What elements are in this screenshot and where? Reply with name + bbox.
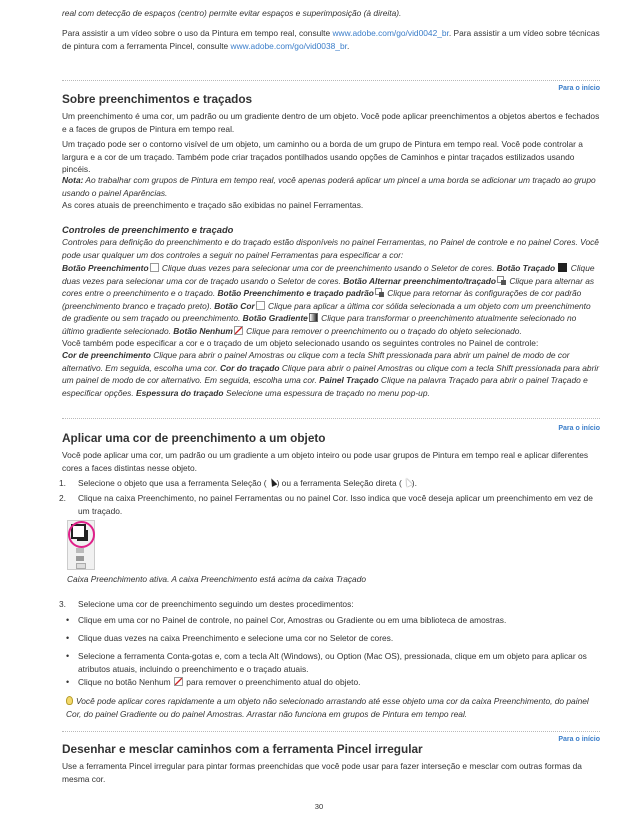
controls-list xyxy=(62,262,600,338)
stroke-button-label: Botão Traçado xyxy=(496,263,556,273)
video-paragraph xyxy=(62,27,600,52)
section-title-blob-brush: Desenhar e mesclar caminhos com a ferramenta Pincel irregular xyxy=(62,742,423,756)
subsection-title-controls: Controles de preenchimento e traçado xyxy=(62,224,234,235)
none-button-label: Botão Nenhum xyxy=(173,325,233,336)
note-label: Nota: xyxy=(62,175,84,185)
tip-text: Você pode aplicar cores rapidamente a um objeto não selecionado arrastando até esse objeto uma cor da caixa Preenchimento, do painel Cor, do painel Gradiente ou do painel Amostras. Arrastar não funciona em grupos de Pintura em tempo real. xyxy=(66,696,589,719)
section-divider xyxy=(62,731,600,732)
back-to-top-link[interactable]: Para o início xyxy=(558,85,600,92)
cp-fill-text: Clique para abrir o painel Amostras ou clique com a tecla Shift pressionada para abrir um painel de modo de cor alternativo. Em seguida, escolha uma cor. xyxy=(62,350,570,373)
step-1-text-b: ) ou a ferramenta Seleção direta ( xyxy=(276,478,402,488)
figure-caption: Caixa Preenchimento ativa. A caixa Preenchimento está acima da caixa Traçado xyxy=(67,574,367,584)
direct-selection-tool-icon xyxy=(403,478,411,487)
gradient-icon xyxy=(309,313,318,322)
back-to-top-link[interactable]: Para o início xyxy=(558,425,600,432)
color-button-label: Botão Cor xyxy=(214,300,255,311)
fill-stroke-panel-image xyxy=(67,520,95,570)
page-number: 30 xyxy=(314,802,324,811)
fill-button-label: Botão Preenchimento xyxy=(62,263,149,273)
step-1-text-a: Selecione o objeto que usa a ferramenta Seleção ( xyxy=(78,478,267,488)
color-icon xyxy=(256,301,265,310)
back-to-top-link[interactable]: Para o início xyxy=(558,736,600,743)
cp-weight-label: Espessura do traçado xyxy=(136,387,224,398)
cp-panel-text: Clique na palavra Traçado para abrir o painel Traçado e especificar opções. xyxy=(62,375,588,398)
cp-panel-label: Painel Traçado xyxy=(319,375,379,386)
step-number: 3. xyxy=(59,599,66,609)
paragraph: Um preenchimento é uma cor, um padrão ou um gradiente dentro de um objeto. Você pode aplicar preenchimentos a objetos abertos e fechados e a faces de grupos de Pintura em tempo real. xyxy=(62,111,600,134)
bullet-4-text-b: para remover o preenchimento atual do objeto. xyxy=(183,677,361,687)
section-divider xyxy=(62,418,600,419)
video-text-c: . xyxy=(346,40,350,51)
tip xyxy=(66,695,600,720)
section-title-fill-stroke: Sobre preenchimentos e traçados xyxy=(62,92,253,106)
swap-button-label: Botão Alternar preenchimento/traçado xyxy=(343,275,496,286)
gradient-button-text: Clique para transformar o preenchimento atualmente selecionado no último gradiente selecionado. xyxy=(62,313,577,336)
step-3: Selecione uma cor de preenchimento seguindo um destes procedimentos: xyxy=(78,599,354,609)
video-link-2[interactable]: www.adobe.com/go/vid0038_br xyxy=(230,40,347,51)
swap-button-text: Clique para alternar as cores entre o preenchimento e o traçado. xyxy=(62,275,595,299)
bullet: • xyxy=(66,633,70,643)
cp-stroke-text: Clique para abrir o painel Amostras ou clique com a tecla Shift pressionada para abrir um painel de modo de cor alternativo. Em seguida, escolha uma cor. xyxy=(62,362,600,386)
none-mode-icon xyxy=(76,563,86,569)
bullet-item: Clique em uma cor no Painel de controle, no painel Cor, Amostras ou Gradiente ou em uma biblioteca de amostras. xyxy=(78,615,507,625)
step-number: 1. xyxy=(59,478,66,488)
bullet-item: Clique duas vezes na caixa Preenchimento e selecione uma cor no Seletor de cores. xyxy=(78,633,394,643)
default-button-label: Botão Preenchimento e traçado padrão xyxy=(217,288,374,299)
controls-intro: Controles para definição do preenchimento e do traçado estão disponíveis no painel Ferramentas, no Painel de controle e no painel Cores. Você pode usar qualquer um dos controles a seguir no painel Ferramentas para especificar a cor: xyxy=(62,237,599,260)
step-2: Clique na caixa Preenchimento, no painel Ferramentas ou no painel Cor. Isso indica que você deseja aplicar um preenchimento em vez de um traçado. xyxy=(78,493,593,516)
step-1-text-c: ). xyxy=(411,478,417,488)
selection-tool-icon xyxy=(268,478,276,487)
swap-icon xyxy=(497,276,506,285)
step-number: 2. xyxy=(59,493,66,503)
lightbulb-icon xyxy=(66,696,73,705)
video-link-1[interactable]: www.adobe.com/go/vid0042_br xyxy=(332,28,449,38)
cp-stroke-label: Cor do traçado xyxy=(219,362,280,373)
bullet: • xyxy=(66,615,70,625)
none-button-text: Clique para remover o preenchimento ou o traçado do objeto selecionado. xyxy=(243,325,522,336)
bullet: • xyxy=(66,651,70,661)
none-icon xyxy=(174,677,183,686)
control-panel-list xyxy=(62,349,600,399)
note-text: Ao trabalhar com grupos de Pintura em tempo real, você apenas poderá aplicar um pincel a uma borda se adicionar um traçado ao grupo usando o painel Aparências. xyxy=(62,175,596,198)
section-divider xyxy=(62,80,600,81)
gradient-mode-icon xyxy=(76,556,84,561)
paragraph: Use a ferramenta Pincel irregular para pintar formas preenchidas que você pode usar para fazer interseção e mesclar com outras formas da mesma cor. xyxy=(62,761,582,784)
paragraph: Você pode aplicar uma cor, um padrão ou um gradiente a um objeto inteiro ou pode usar grupos de Pintura em tempo real e aplicar diferentes cores a faces distintas nesse objeto. xyxy=(62,450,589,473)
video-text-b: . Para assistir a um vídeo sobre técnicas de pintura com a ferramenta Pincel, consulte xyxy=(62,28,600,51)
stroke-box-icon xyxy=(558,263,567,272)
default-colors-icon xyxy=(375,288,384,297)
bullet-item xyxy=(78,676,598,689)
color-button-text: Clique para aplicar a última cor sólida selecionada a um objeto com um preenchimento de gradiente ou sem traçado ou preenchimento. xyxy=(62,300,591,324)
note xyxy=(62,174,600,199)
paragraph: Você também pode especificar a cor e o traçado de um objeto selecionado usando os seguintes controles no Painel de controle: xyxy=(62,338,539,348)
cp-weight-text: Selecione uma espessura de traçado no menu pop-up. xyxy=(223,387,430,398)
none-icon xyxy=(234,326,243,335)
fill-button-text: Clique duas vezes para selecionar uma cor de preenchimento usando o Seletor de cores. xyxy=(159,263,497,273)
video-text-a: Para assistir a um vídeo sobre o uso da Pintura em tempo real, consulte xyxy=(62,28,333,38)
section-title-apply-fill: Aplicar uma cor de preenchimento a um objeto xyxy=(62,431,326,445)
cp-fill-label: Cor de preenchimento xyxy=(62,350,151,360)
paragraph: As cores atuais de preenchimento e traçado são exibidas no painel Ferramentas. xyxy=(62,200,364,210)
stroke-button-text: Clique duas vezes para selecionar uma cor de traçado usando o Seletor de cores. xyxy=(62,263,595,286)
highlight-ring xyxy=(68,521,95,548)
default-button-text: Clique para retornar às configurações de cor padrão (preenchimento branco e traçado preto). xyxy=(62,288,582,311)
bullet: • xyxy=(66,677,70,687)
gradient-button-label: Botão Gradiente xyxy=(242,313,308,324)
bullet-4-text-a: Clique no botão Nenhum xyxy=(78,677,173,687)
bullet-item: Selecione a ferramenta Conta-gotas e, com a tecla Alt (Windows), ou Option (Mac OS), pressionada, clique em um objeto para aplicar os atributos atuais, incluindo o preenchimento e o traçado atuais. xyxy=(78,651,587,674)
step-1 xyxy=(78,477,598,490)
paragraph: Um traçado pode ser o contorno visível de um objeto, um caminho ou a borda de um grupo de Pintura em tempo real. Você pode controlar a largura e a cor de um traçado. Também pode criar traçados pontilhados usando opções de Caminhos e pintar traçados estilizados usando pincéis. xyxy=(62,139,583,175)
color-mode-icon xyxy=(76,548,84,553)
intro-caption: real com detecção de espaços (centro) permite evitar espaços e superimposição (à direita). xyxy=(62,8,402,18)
fill-box-icon xyxy=(150,263,159,272)
